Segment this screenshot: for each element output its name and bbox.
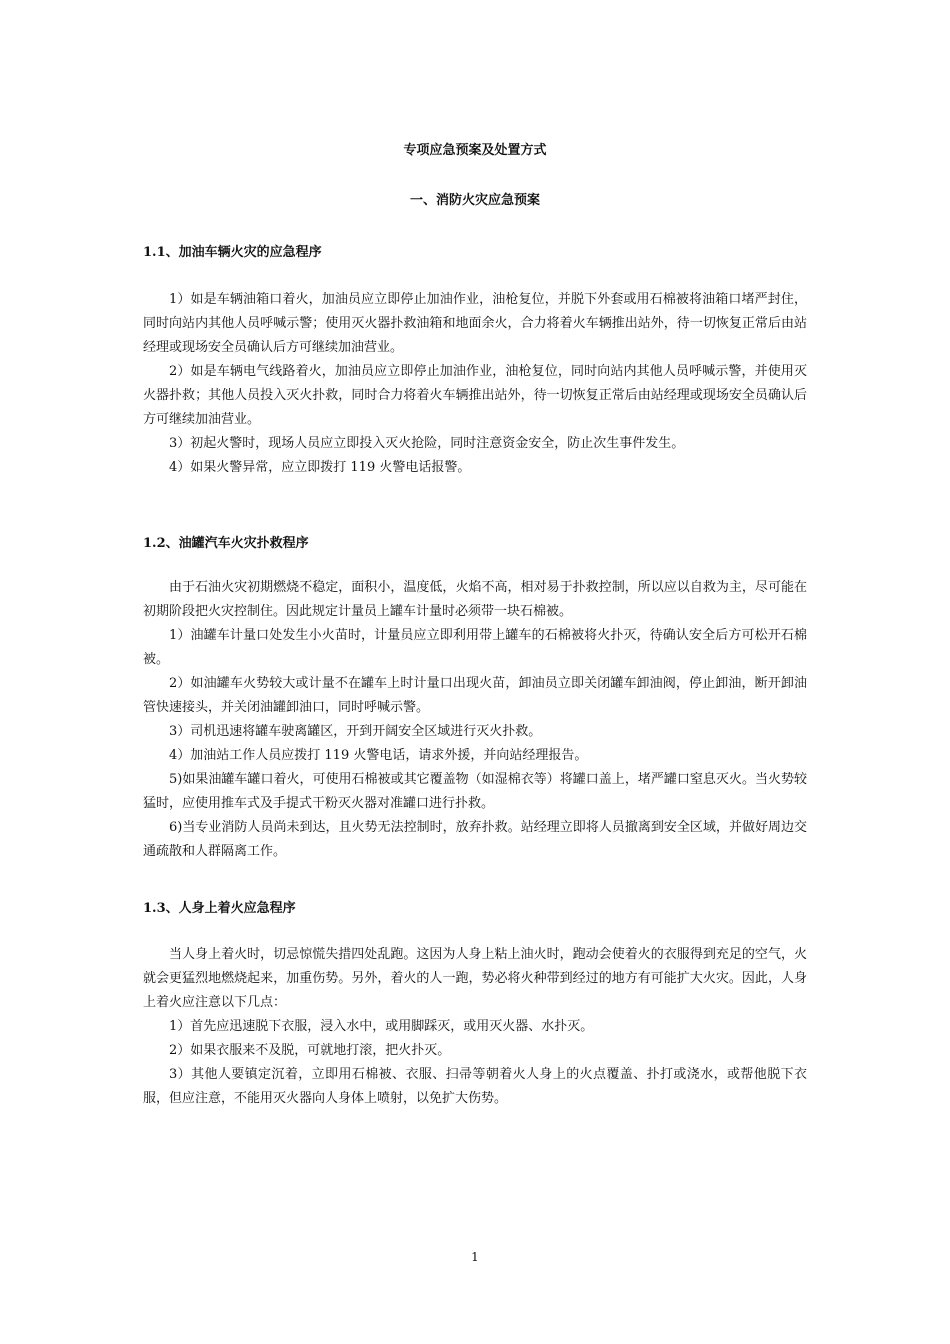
paragraph: 1）油罐车计量口处发生小火苗时，计量员应立即利用带上罐车的石棉被将火扑灭，待确认安全后方可松开石棉被。	[143, 628, 807, 667]
paragraph: 3）初起火警时，现场人员应立即投入灭火抢险，同时注意资金安全，防止次生事件发生。	[169, 436, 685, 451]
paragraph: 6)当专业消防人员尚未到达，且火势无法控制时，放弃扑救。站经理立即将人员撤离到安全区域，并做好周边交通疏散和人群隔离工作。	[143, 820, 807, 859]
section-body-1-3	[143, 943, 807, 1111]
section-body-1-2	[143, 576, 807, 864]
paragraph: 由于石油火灾初期燃烧不稳定，面积小，温度低，火焰不高，相对易于扑救控制，所以应以自救为主，尽可能在初期阶段把火灾控制住。因此规定计量员上罐车计量时必须带一块石棉被。	[143, 580, 807, 619]
paragraph: 4）加油站工作人员应拨打 119 火警电话，请求外援，并向站经理报告。	[169, 748, 588, 763]
paragraph: 1）首先应迅速脱下衣服，浸入水中，或用脚踩灭，或用灭火器、水扑灭。	[169, 1019, 594, 1034]
paragraph: 2）如果衣服来不及脱，可就地打滚，把火扑灭。	[169, 1043, 451, 1058]
paragraph: 当人身上着火时，切忌惊慌失措四处乱跑。这因为人身上粘上油火时，跑动会使着火的衣服得到充足的空气，火就会更猛烈地燃烧起来，加重伤势。另外，着火的人一跑，势必将火种带到经过的地方有可能扩大火灾。因此，人身上着火应注意以下几点：	[143, 947, 807, 1010]
paragraph: 3）其他人要镇定沉着，立即用石棉被、衣服、扫帚等朝着火人身上的火点覆盖、扑打或浇水，或帮他脱下衣服，但应注意，不能用灭火器向人身体上喷射，以免扩大伤势。	[143, 1067, 807, 1106]
paragraph: 3）司机迅速将罐车驶离罐区，开到开阔安全区域进行灭火扑救。	[169, 724, 542, 739]
page-number: 1	[471, 1250, 479, 1264]
paragraph: 2）如油罐车火势较大或计量不在罐车上时计量口出现火苗，卸油员立即关闭罐车卸油阀，停止卸油，断开卸油管快速接头，并关闭油罐卸油口，同时呼喊示警。	[143, 676, 807, 715]
section-heading-1-2: 1.2、油罐汽车火灾扑救程序	[143, 536, 309, 551]
section-heading-1-1: 1.1、加油车辆火灾的应急程序	[143, 245, 322, 260]
paragraph: 1）如是车辆油箱口着火，加油员应立即停止加油作业，油枪复位，并脱下外套或用石棉被将油箱口堵严封住，同时向站内其他人员呼喊示警；使用灭火器扑救油箱和地面余火，合力将着火车辆推出站外，待一切恢复正常后由站经理或现场安全员确认后方可继续加油营业。	[143, 292, 807, 355]
document-title: 专项应急预案及处置方式	[403, 143, 547, 158]
paragraph: 2）如是车辆电气线路着火，加油员应立即停止加油作业，油枪复位，同时向站内其他人员呼喊示警，并使用灭火器扑救；其他人员投入灭火扑救，同时合力将着火车辆推出站外，待一切恢复正常后由站经理或现场安全员确认后方可继续加油营业。	[143, 364, 807, 427]
paragraph: 4）如果火警异常，应立即拨打 119 火警电话报警。	[169, 460, 471, 475]
section-heading-1-3: 1.3、人身上着火应急程序	[143, 901, 296, 916]
section-body-1-1	[143, 288, 807, 480]
chapter-title: 一、消防火灾应急预案	[409, 193, 540, 208]
paragraph: 5)如果油罐车罐口着火，可使用石棉被或其它覆盖物（如湿棉衣等）将罐口盖上，堵严罐口窒息灭火。当火势较猛时，应使用推车式及手提式干粉灭火器对准罐口进行扑救。	[143, 772, 807, 811]
